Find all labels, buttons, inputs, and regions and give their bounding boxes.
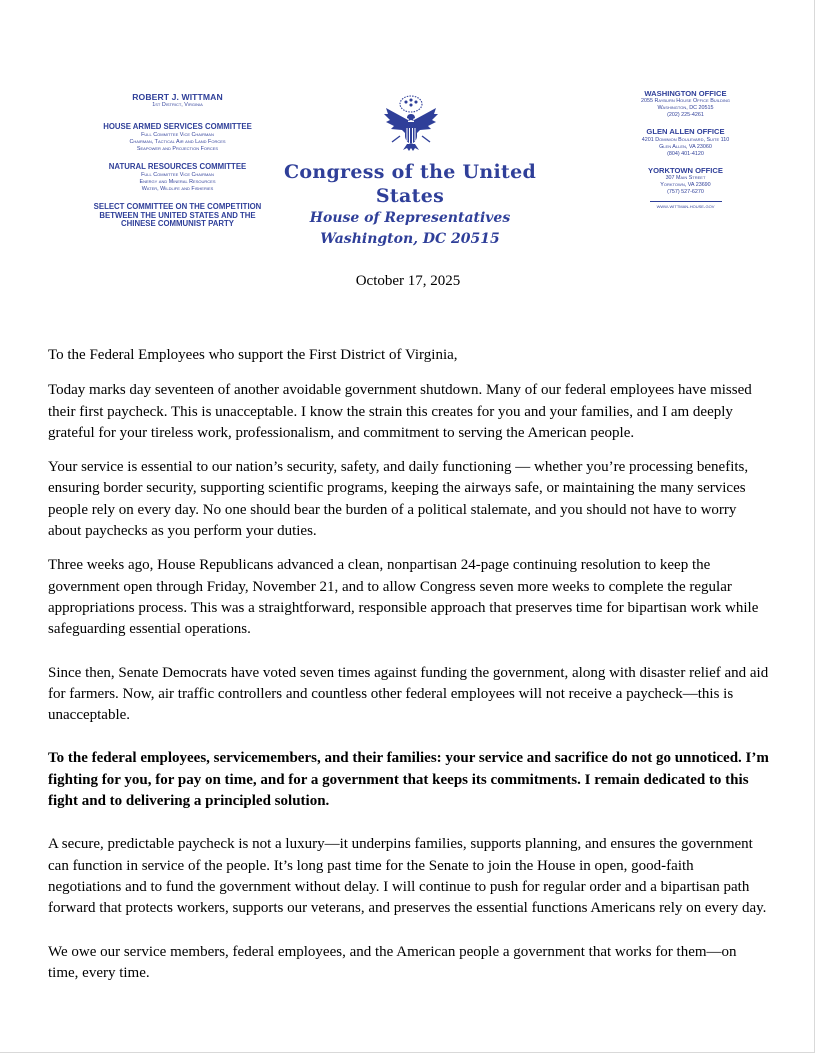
- committee-role: Full Committee Vice Chairman: [141, 131, 214, 138]
- office-line: (757) 527-6270: [667, 189, 704, 196]
- committee-role: Full Committee Vice Chairman: [141, 171, 214, 178]
- office-line: 307 Main Street: [665, 175, 706, 182]
- website-link[interactable]: www.wittman.house.gov: [656, 204, 715, 211]
- office-line: Yorktown, VA 23690: [660, 182, 711, 189]
- member-name: ROBERT J. WITTMAN: [132, 92, 223, 102]
- committee-name: NATURAL RESOURCES COMMITTEE: [108, 162, 247, 172]
- office-name: GLEN ALLEN OFFICE: [646, 127, 725, 137]
- office-line: 4201 Dominion Boulevard, Suite 110: [641, 136, 730, 143]
- salutation: To the Federal Employees who support the First District of Virginia,: [48, 347, 458, 363]
- eagle-seal-icon: [378, 90, 444, 156]
- letterhead-right: [598, 90, 773, 210]
- paragraph: Your service is essential to our nation’s security, safety, and daily functioning — whether you’re processing benefits, ensuring border security, supporting scientific programs, keeping the airways safe, or maintaining the many services people rely on every day. No one should bear the burden of a political stalemate, and you should not have to worry about paychecks as you perform your duties.: [48, 459, 749, 540]
- letter-date: October 17, 2025: [355, 273, 461, 289]
- city-line: Washington, DC 20515: [320, 231, 500, 247]
- office-line: Glen Allen, VA 23060: [659, 143, 712, 150]
- bold-paragraph: To the federal employees, servicemembers, and their families: your service and sacrifice do not go unnoticed. I’m fighting for you, for pay on time, and for a government that keeps its commitments. I remain dedicated to this fight and to delivering a principled solution.: [48, 750, 769, 810]
- select-committee-line: CHINESE COMMUNIST PARTY: [121, 219, 234, 229]
- office-line: 2055 Rayburn House Office Building: [640, 98, 731, 105]
- committee-role: Seapower and Projection Forces: [136, 146, 219, 153]
- letterhead-left: [70, 92, 285, 228]
- paragraph: Since then, Senate Democrats have voted seven times against funding the government, along with disaster relief and aid for farmers. Now, air traffic controllers and countless other federal employees will not receive a paycheck—this is unacceptable.: [48, 664, 769, 724]
- office-name: YORKTOWN OFFICE: [648, 165, 723, 175]
- paragraph: A secure, predictable paycheck is not a luxury—it underpins families, supports planning, and ensures the government can function in service of the people. It’s long past time for the Senate to join the House in open, good-faith negotiations and to fund the government without delay. I will continue to push for regular order and a bipartisan path forward that protects workers, supports our veterans, and preserves the essential functions Americans rely on every day.: [48, 836, 767, 917]
- congress-title: Congress of the United States: [283, 161, 537, 207]
- letterhead-center: [262, 160, 558, 249]
- paragraph: Today marks day seventeen of another avoidable government shutdown. Many of our federal employees have missed their first paycheck. This is unacceptable. I know the strain this creates for you and your families, and I am deeply grateful for your tireless work, professionalism, and commitment to serving the American people.: [48, 382, 752, 441]
- office-line: (804) 401-4120: [667, 150, 704, 157]
- letter-body: [48, 345, 770, 997]
- select-committee-line: SELECT COMMITTEE ON THE COMPETITION: [93, 202, 262, 212]
- paragraph: Three weeks ago, House Republicans advanced a clean, nonpartisan 24-page continuing resolution to keep the government open through Friday, November 21, and to allow Congress seven more weeks to complete the regular appropriations process. This was a straightforward, responsible approach that preserves time for bipartisan work while safeguarding essential operations.: [48, 557, 759, 638]
- committee-role: Water, Wildlife and Fisheries: [141, 186, 214, 193]
- office-name: WASHINGTON OFFICE: [644, 89, 727, 98]
- select-committee-line: BETWEEN THE UNITED STATES AND THE: [99, 210, 256, 220]
- closing-paragraph: We owe our service members, federal employees, and the American people a government that works for them—on time, every time.: [48, 943, 737, 981]
- house-subtitle: House of Representatives: [309, 210, 511, 226]
- office-line: (202) 225-4261: [667, 112, 704, 119]
- member-district: 1st District, Virginia: [152, 102, 203, 108]
- committee-name: HOUSE ARMED SERVICES COMMITTEE: [103, 122, 252, 132]
- committee-role: Energy and Mineral Resources: [139, 178, 216, 185]
- divider: [650, 201, 722, 202]
- committee-role: Chairman, Tactical Air and Land Forces: [129, 138, 226, 145]
- office-line: Washington, DC 20515: [657, 105, 714, 112]
